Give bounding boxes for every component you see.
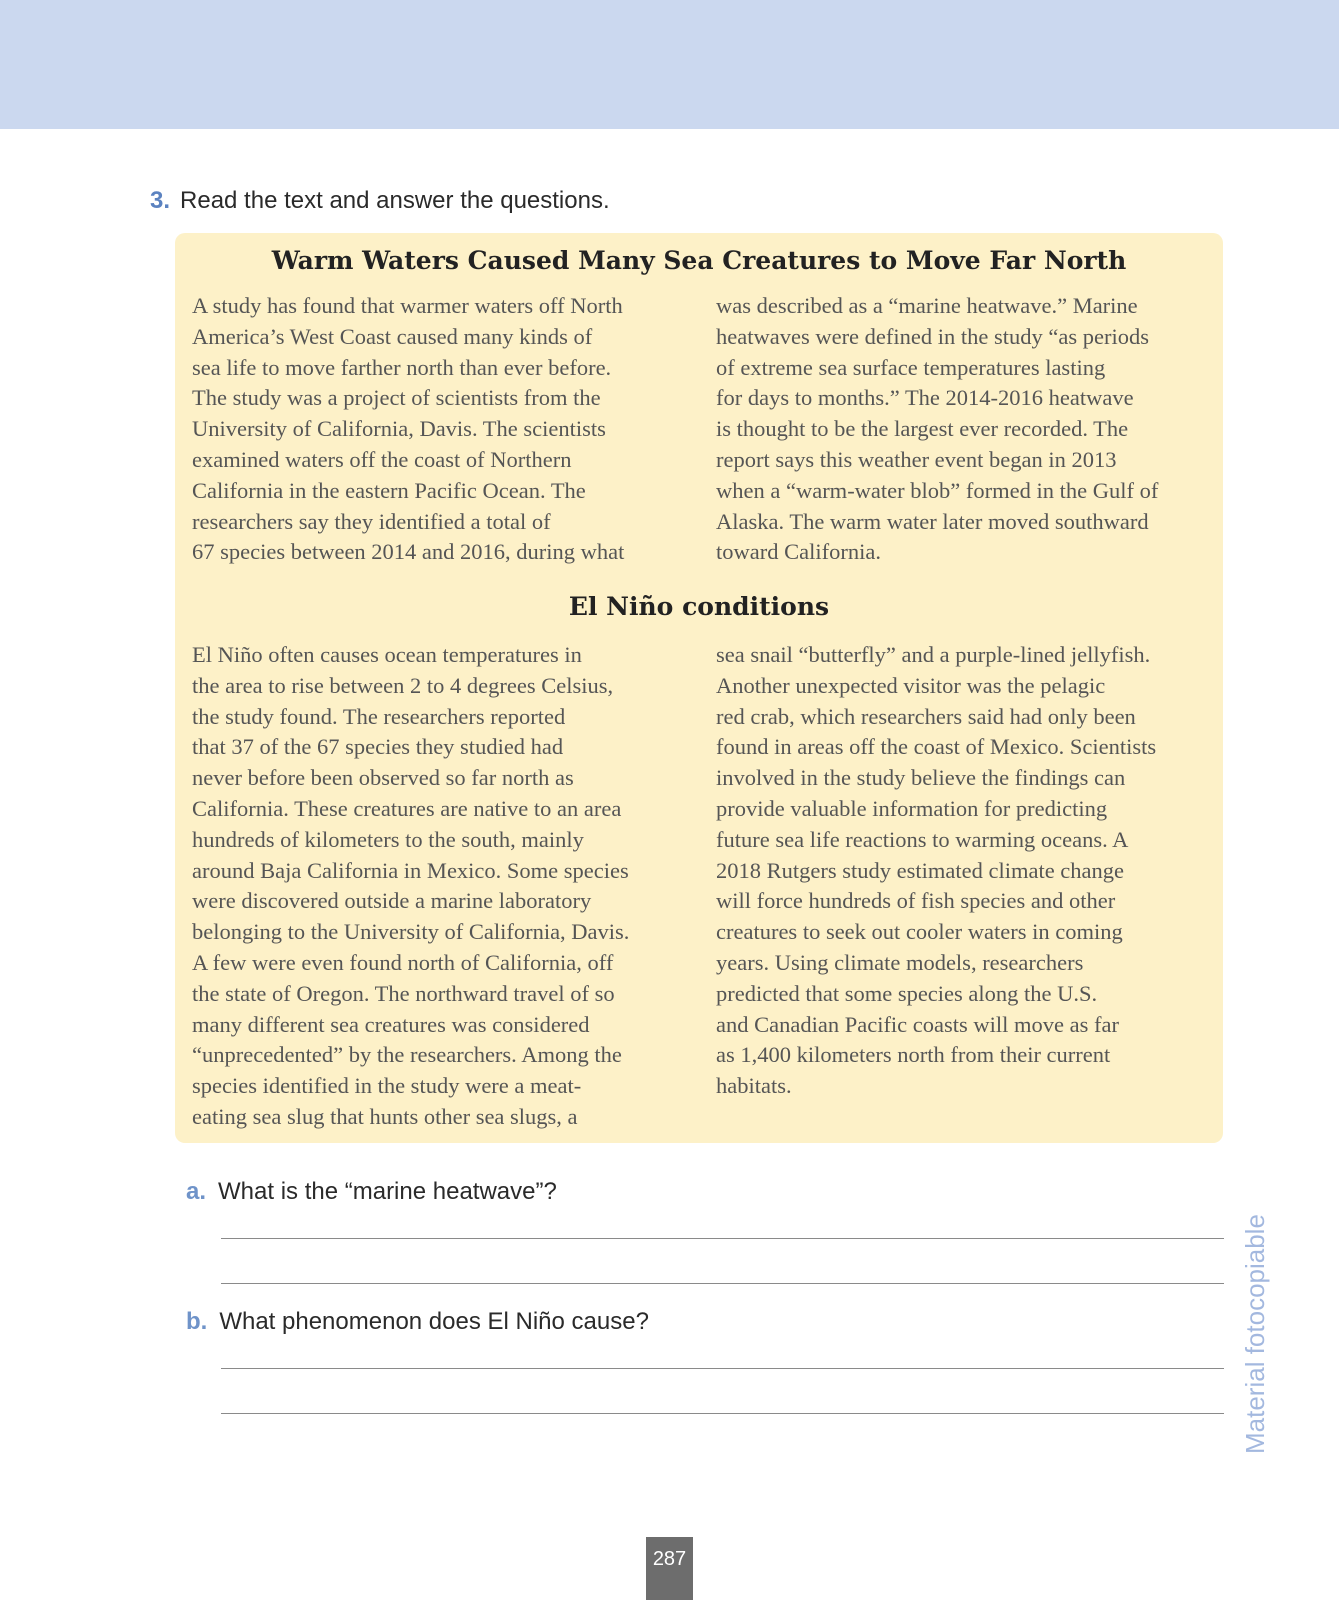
text-line: and Canadian Pacific coasts will move as far: [716, 1011, 1119, 1037]
text-line: 2018 Rutgers study estimated climate change: [716, 857, 1125, 883]
text-line: for days to months.” The 2014-2016 heatwave: [716, 385, 1134, 411]
text-line: was described as a “marine heatwave.” Marine: [716, 293, 1138, 318]
text-line: as 1,400 kilometers north from their current: [716, 1042, 1111, 1068]
text-line: years. Using climate models, researchers: [716, 949, 1084, 975]
text-line: red crab, which researchers said had only been: [716, 703, 1136, 729]
question-b: [186, 1307, 649, 1337]
text-line: future sea life reactions to warming oceans. A: [716, 826, 1129, 852]
text-line: The study was a project of scientists from the: [192, 385, 601, 411]
section1-column-left: [192, 291, 624, 568]
text-line: found in areas off the coast of Mexico. Scientists: [716, 734, 1157, 760]
question-letter: b.: [186, 1308, 208, 1335]
answer-line[interactable]: [221, 1413, 1224, 1414]
side-note: Material fotocopiable: [1240, 1214, 1270, 1454]
text-line: researchers say they identified a total of: [192, 508, 551, 534]
text-line: were discovered outside a marine laboratory: [192, 888, 592, 914]
text-line: never before been observed so far north as: [192, 765, 574, 791]
text-line: involved in the study believe the findings can: [716, 765, 1126, 791]
text-line: predicted that some species along the U.S.: [716, 980, 1098, 1006]
section1-column-right: [716, 291, 1158, 568]
page-number: 287: [646, 1537, 693, 1600]
answer-line[interactable]: [221, 1238, 1224, 1239]
text-line: California. These creatures are native to an area: [192, 795, 622, 821]
text-line: the study found. The researchers reported: [192, 703, 566, 729]
question-text: What phenomenon does El Niño cause?: [219, 1308, 649, 1335]
text-line: creatures to seek out cooler waters in coming: [716, 919, 1123, 945]
text-line: California in the eastern Pacific Ocean. The: [192, 477, 586, 503]
text-line: A few were even found north of California, off: [192, 949, 614, 975]
text-line: Another unexpected visitor was the pelagic: [716, 672, 1106, 698]
text-line: many different sea creatures was considered: [192, 1011, 590, 1037]
question-letter: a.: [186, 1178, 207, 1205]
text-line: eating sea slug that hunts other sea slugs, a: [192, 1103, 578, 1129]
text-line: around Baja California in Mexico. Some species: [192, 857, 629, 883]
text-line: will force hundreds of fish species and other: [716, 888, 1116, 914]
exercise-heading: [150, 186, 610, 216]
header-band: [0, 0, 1339, 129]
text-line: 67 species between 2014 and 2016, during what: [192, 539, 625, 565]
text-line: the area to rise between 2 to 4 degrees Celsius,: [192, 672, 614, 698]
text-line: provide valuable information for predicting: [716, 795, 1108, 821]
text-line: examined waters off the coast of Northern: [192, 446, 572, 472]
text-line: sea life to move farther north than ever before.: [192, 354, 612, 380]
text-line: University of California, Davis. The scientists: [192, 416, 606, 442]
answer-line[interactable]: [221, 1368, 1224, 1369]
article-title: Warm Waters Caused Many Sea Creatures to Move Far North: [271, 246, 1127, 275]
text-line: hundreds of kilometers to the south, mainly: [192, 826, 584, 852]
text-line: Alaska. The warm water later moved southward: [716, 508, 1149, 534]
text-line: A study has found that warmer waters off North: [192, 293, 623, 318]
section2-column-left: [192, 640, 629, 1133]
reading-passage-box: [175, 233, 1223, 1143]
question-a: [186, 1177, 557, 1207]
text-line: habitats.: [716, 1073, 792, 1099]
text-line: America’s West Coast caused many kinds of: [192, 323, 593, 349]
text-line: of extreme sea surface temperatures lasting: [716, 354, 1106, 380]
text-line: El Niño often causes ocean temperatures in: [192, 642, 582, 667]
text-line: “unprecedented” by the researchers. Among the: [192, 1042, 622, 1068]
text-line: is thought to be the largest ever recorded. The: [716, 416, 1129, 442]
exercise-instruction: Read the text and answer the questions.: [180, 187, 610, 214]
question-text: What is the “marine heatwave”?: [218, 1178, 557, 1205]
exercise-number: 3.: [150, 187, 171, 214]
text-line: sea snail “butterfly” and a purple-lined jellyfish.: [716, 642, 1151, 667]
text-line: belonging to the University of California, Davis.: [192, 919, 630, 945]
section2-column-right: [716, 640, 1156, 1102]
text-line: species identified in the study were a meat-: [192, 1073, 582, 1099]
text-line: toward California.: [716, 539, 881, 565]
text-line: the state of Oregon. The northward travel of so: [192, 980, 615, 1006]
text-line: when a “warm-water blob” formed in the Gulf of: [716, 477, 1159, 503]
section-subtitle: El Niño conditions: [568, 592, 830, 621]
text-line: that 37 of the 67 species they studied had: [192, 734, 564, 760]
text-line: report says this weather event began in 2013: [716, 446, 1117, 472]
answer-line[interactable]: [221, 1283, 1224, 1284]
text-line: heatwaves were defined in the study “as periods: [716, 323, 1149, 349]
